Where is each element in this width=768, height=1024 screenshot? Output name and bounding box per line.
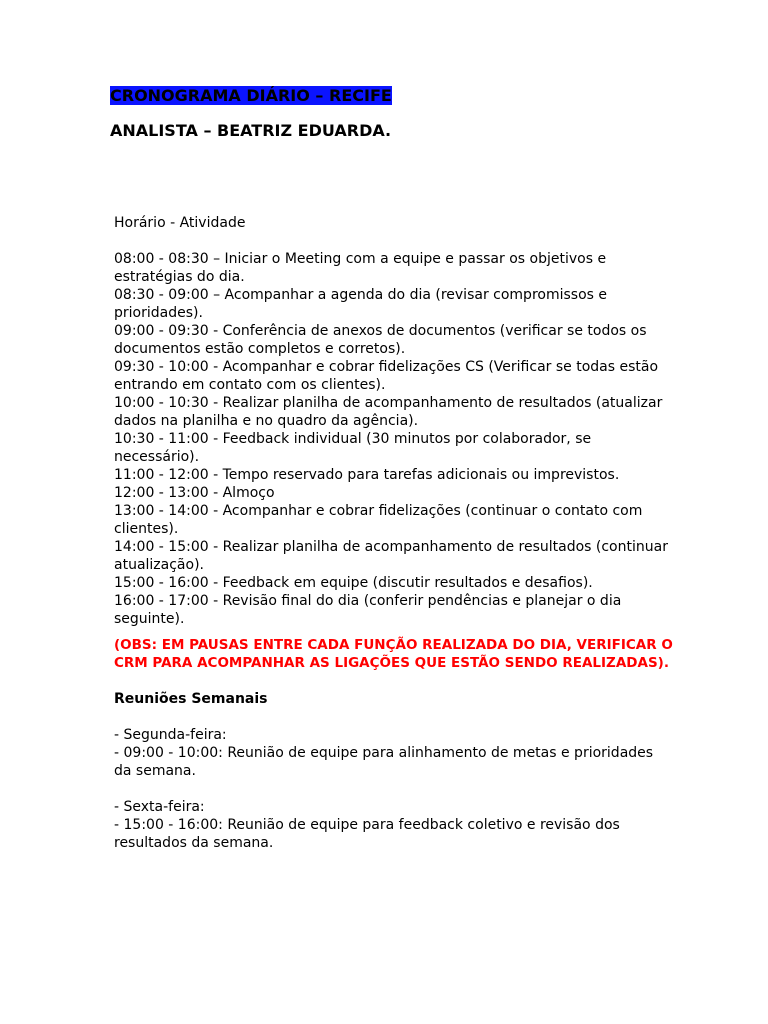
weekly-meeting-item: - 15:00 - 16:00: Reunião de equipe para feedback coletivo e revisão dos resultados da semana. xyxy=(114,817,620,851)
schedule-item: 12:00 - 13:00 - Almoço xyxy=(114,485,275,501)
document-title xyxy=(110,85,392,106)
document-title-text: CRONOGRAMA DIÁRIO – RECIFE xyxy=(110,86,392,105)
schedule-list xyxy=(114,250,674,628)
document-body xyxy=(114,214,674,852)
schedule-item: 14:00 - 15:00 - Realizar planilha de acompanhamento de resultados (continuar atualização). xyxy=(114,539,668,573)
weekly-meetings-title: Reuniões Semanais xyxy=(114,691,268,707)
schedule-item: 09:00 - 09:30 - Conferência de anexos de documentos (verificar se todos os documentos estão completos e corretos). xyxy=(114,323,647,357)
weekly-meeting-item: - 09:00 - 10:00: Reunião de equipe para alinhamento de metas e prioridades da semana. xyxy=(114,745,654,779)
schedule-item: 10:00 - 10:30 - Realizar planilha de acompanhamento de resultados (atualizar dados na planilha e no quadro da agência). xyxy=(114,395,663,429)
weekly-meeting xyxy=(114,726,674,780)
obs-note: (OBS: EM PAUSAS ENTRE CADA FUNÇÃO REALIZADA DO DIA, VERIFICAR O CRM PARA ACOMPANHAR AS LIGAÇÕES QUE ESTÃO SENDO REALIZADAS). xyxy=(114,637,673,671)
weekly-meeting xyxy=(114,798,674,852)
schedule-item: 16:00 - 17:00 - Revisão final do dia (conferir pendências e planejar o dia seguinte). xyxy=(114,593,622,627)
spacer xyxy=(114,672,674,690)
schedule-item: 09:30 - 10:00 - Acompanhar e cobrar fidelizações CS (Verificar se todas estão entrando em contato com os clientes). xyxy=(114,359,659,393)
schedule-item: 11:00 - 12:00 - Tempo reservado para tarefas adicionais ou imprevistos. xyxy=(114,467,620,483)
weekly-meeting-day: - Segunda-feira: xyxy=(114,727,227,743)
spacer xyxy=(114,232,674,250)
schedule-item: 13:00 - 14:00 - Acompanhar e cobrar fidelizações (continuar o contato com clientes). xyxy=(114,503,643,537)
schedule-item: 08:00 - 08:30 – Iniciar o Meeting com a equipe e passar os objetivos e estratégias do dia. xyxy=(114,251,607,285)
schedule-item: 15:00 - 16:00 - Feedback em equipe (discutir resultados e desafios). xyxy=(114,575,593,591)
schedule-item: 10:30 - 11:00 - Feedback individual (30 minutos por colaborador, se necessário). xyxy=(114,431,592,465)
weekly-meeting-day: - Sexta-feira: xyxy=(114,799,205,815)
spacer xyxy=(114,780,674,798)
schedule-item: 08:30 - 09:00 – Acompanhar a agenda do dia (revisar compromissos e prioridades). xyxy=(114,287,607,321)
spacer xyxy=(114,708,674,726)
schedule-header: Horário - Atividade xyxy=(114,215,246,231)
document-subtitle: ANALISTA – BEATRIZ EDUARDA. xyxy=(110,121,392,140)
